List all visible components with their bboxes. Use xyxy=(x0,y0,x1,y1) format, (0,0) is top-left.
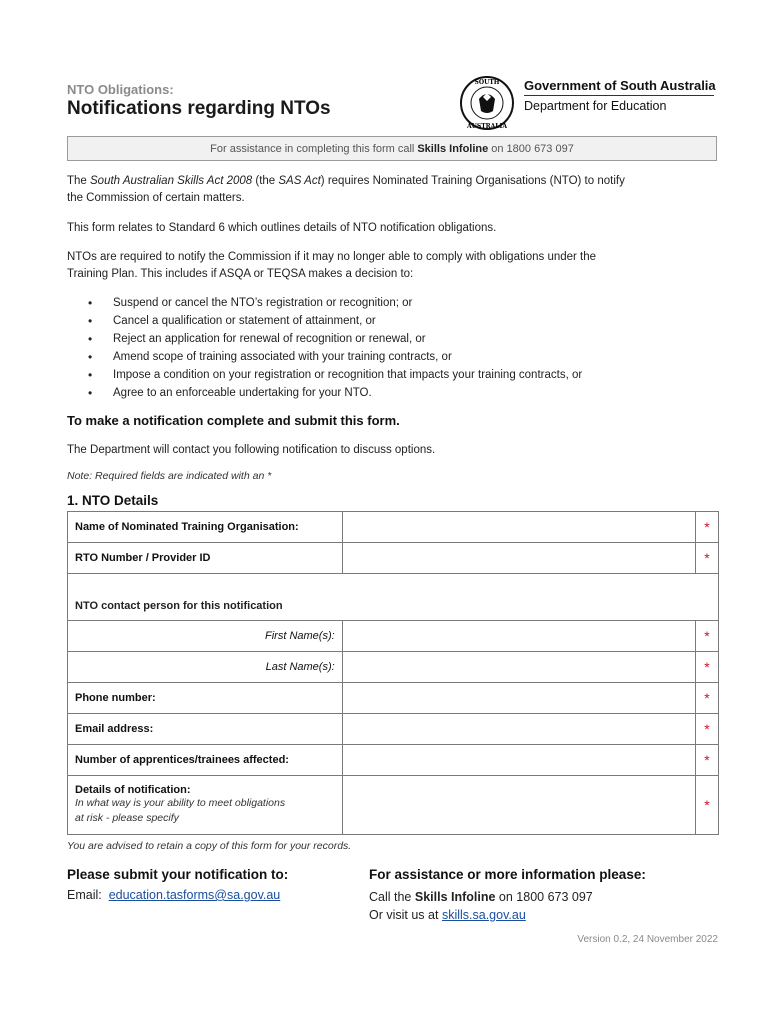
phone-input[interactable] xyxy=(342,683,695,714)
skills-website-link[interactable]: skills.sa.gov.au xyxy=(441,908,526,922)
intro-paragraph-1 xyxy=(67,173,717,207)
assistance-banner xyxy=(67,136,717,161)
email-label: Email address: xyxy=(68,714,343,745)
intro-text: Training Plan. This includes if ASQA or TEQSA makes a decision to: xyxy=(67,268,414,280)
call-prefix: Call the xyxy=(369,890,415,904)
assistance-infoline: Skills Infoline xyxy=(417,142,489,155)
list-item: • Amend scope of training associated with your training contracts, or xyxy=(86,348,582,366)
south-australia-seal-logo xyxy=(459,75,515,131)
details-label-text: Details of notification: xyxy=(75,784,191,796)
required-marker: * xyxy=(695,714,718,745)
last-name-input[interactable] xyxy=(342,652,695,683)
intro-paragraph-2: This form relates to Standard 6 which outlines details of NTO notification obligations. xyxy=(67,222,497,234)
required-marker: * xyxy=(695,683,718,714)
visit-website-line xyxy=(369,908,526,922)
details-hint-line-1: In what way is your ability to meet obligations xyxy=(75,797,286,809)
intro-paragraph-3 xyxy=(67,249,717,283)
required-marker: * xyxy=(695,512,718,543)
svg-text:SOUTH: SOUTH xyxy=(474,79,500,86)
submit-heading: Please submit your notification to: xyxy=(67,867,289,882)
rto-number-input[interactable] xyxy=(342,543,695,574)
required-marker: * xyxy=(695,745,718,776)
government-name: Government of South Australia xyxy=(524,78,716,93)
intro-text: ) requires Nominated Training Organisations (NTO) to notify xyxy=(320,175,625,187)
assistance-suffix: on 1800 673 097 xyxy=(491,142,574,155)
call-infoline: Skills Infoline xyxy=(414,890,496,904)
call-suffix: on 1800 673 097 xyxy=(495,890,593,904)
intro-text: the Commission of certain matters. xyxy=(67,192,245,204)
svg-text:AUSTRALIA: AUSTRALIA xyxy=(466,123,508,130)
required-note: Note: Required fields are indicated with an * xyxy=(67,470,272,482)
details-input[interactable] xyxy=(342,776,695,835)
header-divider xyxy=(524,95,714,96)
call-infoline-line xyxy=(369,890,593,904)
last-name-label: Last Name(s): xyxy=(68,652,343,683)
more-info-heading: For assistance or more information please: xyxy=(369,867,646,882)
details-hint-line-2: at risk - please specify xyxy=(75,812,179,824)
nto-name-label: Name of Nominated Training Organisation: xyxy=(68,512,343,543)
apprentices-label: Number of apprentices/trainees affected: xyxy=(68,745,343,776)
nto-name-input[interactable] xyxy=(342,512,695,543)
intro-text: NTOs are required to notify the Commission if it may no longer able to comply with obligations under the xyxy=(67,251,597,263)
required-marker: * xyxy=(695,543,718,574)
submit-email-line xyxy=(67,888,280,902)
details-label xyxy=(68,776,343,835)
visit-prefix: Or visit us at xyxy=(369,908,442,922)
email-prefix: Email: xyxy=(67,888,102,902)
form-subtitle: NTO Obligations: xyxy=(67,82,174,97)
list-item: • Reject an application for renewal of recognition or renewal, or xyxy=(86,330,582,348)
first-name-label: First Name(s): xyxy=(68,621,343,652)
contact-person-heading: NTO contact person for this notification xyxy=(68,574,719,621)
retain-copy-note: You are advised to retain a copy of this form for your records. xyxy=(67,840,352,852)
intro-text: The xyxy=(67,175,91,187)
submit-instructions-heading: To make a notification complete and submit this form. xyxy=(67,413,400,428)
list-item: • Impose a condition on your registration or recognition that impacts your training contracts, or xyxy=(86,366,582,384)
section-title-nto-details: 1. NTO Details xyxy=(67,493,159,508)
required-marker: * xyxy=(695,776,718,835)
rto-number-label: RTO Number / Provider ID xyxy=(68,543,343,574)
nto-details-form xyxy=(67,511,719,835)
list-item: • Cancel a qualification or statement of attainment, or xyxy=(86,312,582,330)
act-name: South Australian Skills Act 2008 xyxy=(90,175,253,187)
intro-text: (the xyxy=(252,175,279,187)
sas-act: SAS Act xyxy=(278,175,321,187)
assistance-prefix: For assistance in completing this form call xyxy=(210,142,415,155)
contact-paragraph: The Department will contact you following notification to discuss options. xyxy=(67,444,436,456)
required-marker: * xyxy=(695,652,718,683)
email-input[interactable] xyxy=(342,714,695,745)
phone-label: Phone number: xyxy=(68,683,343,714)
first-name-input[interactable] xyxy=(342,621,695,652)
required-marker: * xyxy=(695,621,718,652)
apprentices-input[interactable] xyxy=(342,745,695,776)
submit-email-link[interactable]: education.tasforms@sa.gov.au xyxy=(108,888,281,902)
list-item: • Suspend or cancel the NTO’s registration or recognition; or xyxy=(86,294,582,312)
version-label: Version 0.2, 24 November 2022 xyxy=(577,934,718,945)
department-name: Department for Education xyxy=(524,99,667,113)
decision-list xyxy=(86,294,582,402)
list-item: • Agree to an enforceable undertaking for your NTO. xyxy=(86,384,582,402)
page-title: Notifications regarding NTOs xyxy=(67,98,331,119)
